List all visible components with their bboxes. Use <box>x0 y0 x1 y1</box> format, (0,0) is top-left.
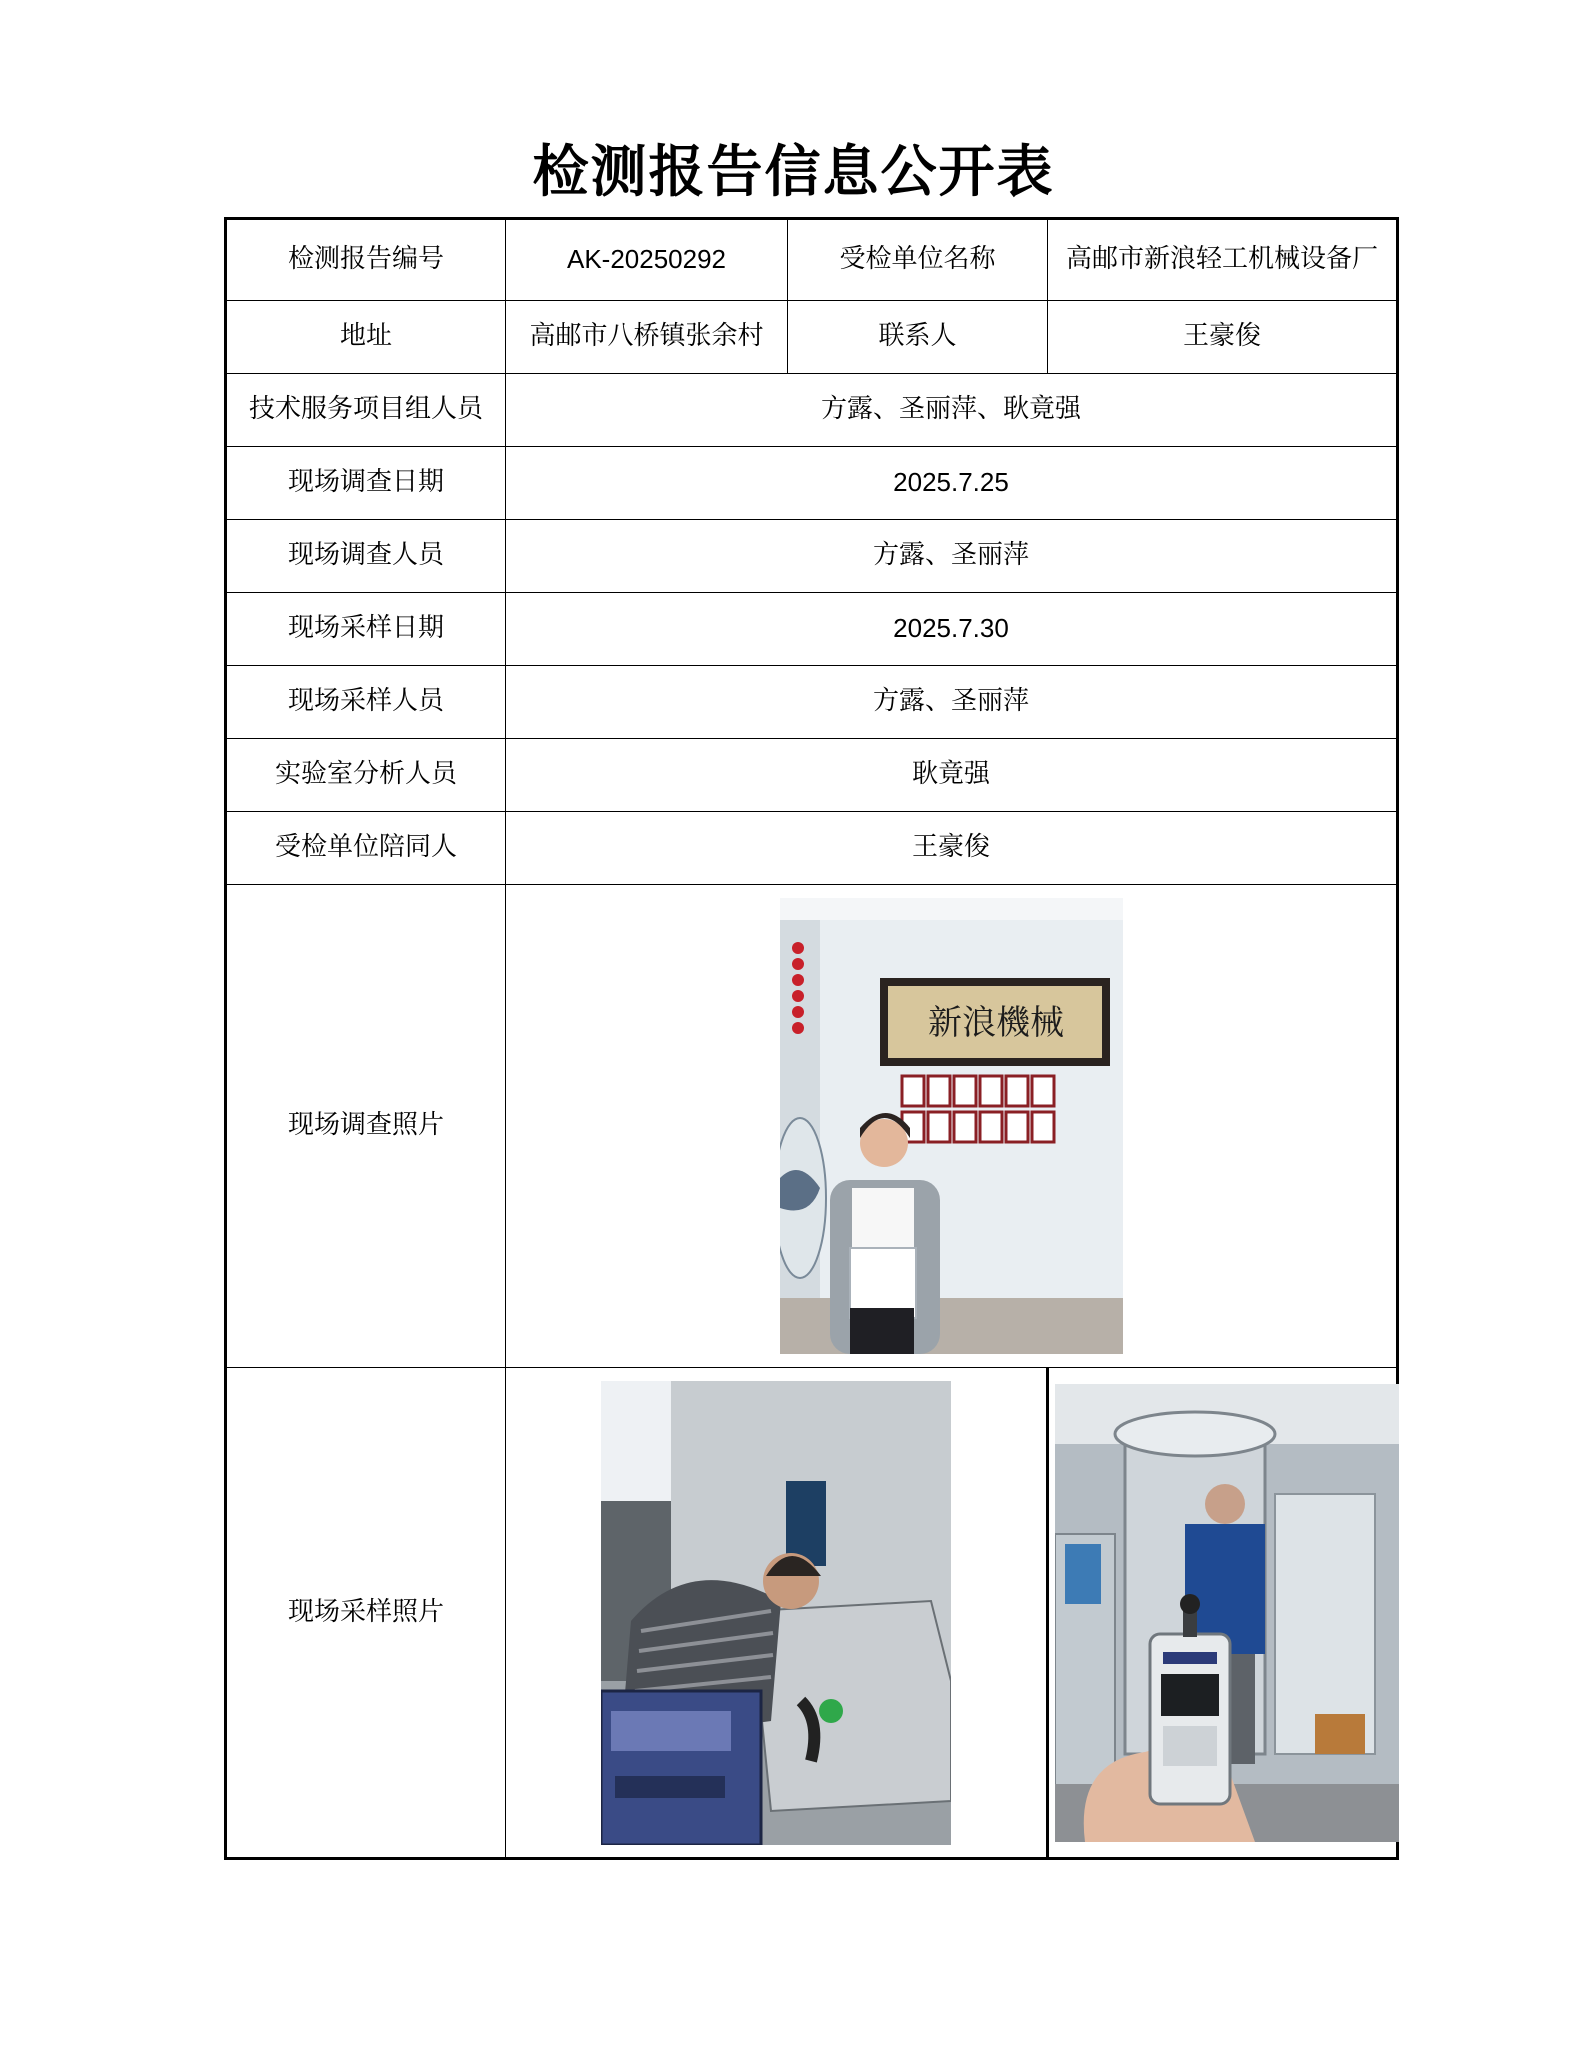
survey-date-label: 现场调查日期 <box>226 447 506 520</box>
contact-value: 王豪俊 <box>1048 301 1398 374</box>
sampling-photo-1-image <box>601 1381 951 1845</box>
sampling-photo-2 <box>1055 1384 1399 1842</box>
survey-date-value: 2025.7.25 <box>506 447 1398 520</box>
sampling-photo-label: 现场采样照片 <box>226 1368 506 1859</box>
table-row <box>226 666 1398 739</box>
sampling-photo-cell-1 <box>506 1368 1048 1859</box>
table-row <box>226 520 1398 593</box>
lab-staff-label: 实验室分析人员 <box>226 739 506 812</box>
table-row <box>226 1368 1398 1859</box>
escort-label: 受检单位陪同人 <box>226 812 506 885</box>
lab-staff-value: 耿竟强 <box>506 739 1398 812</box>
calligraphy-text: 新浪機械 <box>927 1003 1064 1043</box>
unit-name-value: 高邮市新浪轻工机械设备厂 <box>1048 219 1398 301</box>
survey-staff-label: 现场调查人员 <box>226 520 506 593</box>
sampling-staff-label: 现场采样人员 <box>226 666 506 739</box>
survey-photo <box>780 898 1123 1354</box>
sampling-staff-value: 方露、圣丽萍 <box>506 666 1398 739</box>
sampling-photo-cell-2 <box>1048 1368 1398 1859</box>
survey-photo-cell <box>506 885 1398 1368</box>
report-no-value: AK-20250292 <box>506 219 788 301</box>
address-value: 高邮市八桥镇张余村 <box>506 301 788 374</box>
table-row <box>226 374 1398 447</box>
survey-photo-label: 现场调查照片 <box>226 885 506 1368</box>
report-no-label: 检测报告编号 <box>226 219 506 301</box>
survey-staff-value: 方露、圣丽萍 <box>506 520 1398 593</box>
report-table <box>224 217 1399 1860</box>
team-value: 方露、圣丽萍、耿竟强 <box>506 374 1398 447</box>
escort-value: 王豪俊 <box>506 812 1398 885</box>
sampling-photo-1 <box>601 1381 951 1845</box>
table-row <box>226 219 1398 301</box>
address-label: 地址 <box>226 301 506 374</box>
table-row <box>226 447 1398 520</box>
sampling-photo-2-image <box>1055 1384 1399 1842</box>
unit-name-label: 受检单位名称 <box>788 219 1048 301</box>
table-row <box>226 739 1398 812</box>
contact-label: 联系人 <box>788 301 1048 374</box>
page-title: 检测报告信息公开表 <box>532 139 1055 205</box>
table-row <box>226 885 1398 1368</box>
table-row <box>226 301 1398 374</box>
team-label: 技术服务项目组人员 <box>226 374 506 447</box>
sampling-date-value: 2025.7.30 <box>506 593 1398 666</box>
table-row <box>226 593 1398 666</box>
table-row <box>226 812 1398 885</box>
survey-photo-image <box>780 898 1123 1354</box>
sampling-date-label: 现场采样日期 <box>226 593 506 666</box>
